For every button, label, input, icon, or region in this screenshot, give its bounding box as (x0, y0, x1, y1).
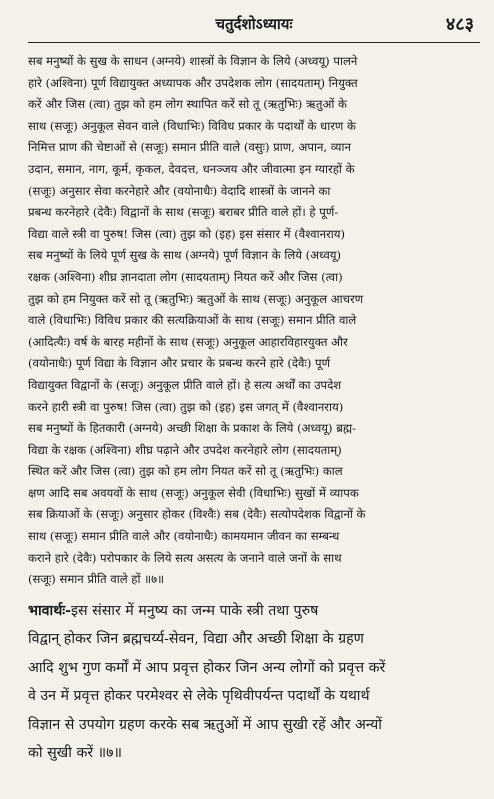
text-line: प्रबन्ध करनेहारे (देवैः) विद्वानों के साथ (सजूः) बराबर प्रीति वाले हों। हे पूर्ण- (28, 205, 339, 220)
text-line: निमित्त प्राण की चेष्टाओं से (सजूः) समान प्रीति वाले (वसुः) प्राण, अपान, व्यान (28, 140, 351, 155)
page-header (28, 8, 480, 43)
text-line: साथ (सजूः) अनुकूल सेवन वाले (विधाभिः) विविध प्रकार के पदार्थों के धारण के (28, 118, 356, 133)
text-line: स्थित करें और जिस (त्वा) तुझ को हम लोग नियत करें सो तू (ऋतुभिः) काल (28, 464, 343, 479)
bhavarth-line: को सुखी करें ॥७॥ (28, 745, 123, 762)
bhavarth-line: आदि शुभ गुण कर्मों में आप प्रवृत्त होकर जिन अन्य लोगों को प्रवृत्त करें (28, 659, 386, 676)
text-line: (सजूः) समान प्रीति वाले हों ॥७॥ (28, 572, 165, 587)
text-line: साथ (सजूः) समान प्रीति वाले और (वयोनाधैः) कामयमान जीवन का सम्बन्ध (28, 529, 340, 544)
text-line: करें और जिस (त्वा) तुझ को हम लोग स्थापित करें सो तू (ऋतुभिः) ऋतुओं के (28, 97, 347, 112)
bhavarth-label: भावार्थः- (28, 602, 72, 619)
text-line: (आदित्यैः) वर्ष के बारह महीनों के साथ (सजूः) अनुकूल आहारविहारयुक्त और (28, 334, 348, 349)
page-number: ४८३ (445, 14, 474, 35)
commentary-text (28, 51, 480, 591)
bhavarth-line: विद्वान् होकर जिन ब्रह्मचर्य्य-सेवन, विद्या और अच्छी शिक्षा के ग्रहण (28, 631, 364, 648)
text-line: उदान, समान, नाग, कूर्म, कृकल, देवदत्त, धनञ्जय और जीवात्मा इन ग्यारहों के (28, 161, 355, 176)
bhavarth-line: विज्ञान से उपयोग ग्रहण करके सब ऋतुओं में आप सुखी रहें और अन्यों (28, 716, 382, 733)
text-line: क्षण आदि सब अवयवों के साथ (सजूः) अनुकूल सेवी (विधाभिः) सुखों में व्यापक (28, 485, 359, 500)
chapter-title: चतुर्दशोऽध्यायः (215, 15, 293, 33)
bhavarth-text: इस संसार में मनुष्य का जन्म पाके स्त्री तथा पुरुष (71, 602, 319, 619)
text-line: विद्यायुक्त विद्वानों के (सजूः) अनुकूल प्रीति वाले हों। हे सत्य अर्थों का उपदेश (28, 377, 342, 392)
text-line: सब मनुष्यों के लिये पूर्ण सुख के साथ (अग्नये) पूर्ण विज्ञान के लिये (अध्वयू) (28, 248, 342, 263)
text-line: विद्या वाले स्त्री वा पुरुष! जिस (त्वा) तुझ को (इह) इस संसार में (वैश्वानराय) (28, 226, 346, 241)
text-line: विद्या के रक्षक (अश्विना) शीघ्र पढ़ाने और उपदेश करनेहारे लोग (सादयताम्) (28, 442, 342, 457)
text-line: करने हारी स्त्री वा पुरुष! जिस (त्वा) तुझ को (इह) इस जगत् में (वैश्वानराय) (28, 399, 344, 414)
bhavarth-first-line (28, 597, 480, 626)
text-line: कराने हारे (देवैः) परोपकार के लिये सत्य असत्य के जनाने वाले जनों के साथ (28, 550, 342, 565)
text-line: (वयोनाधैः) पूर्ण विद्या के विज्ञान और प्रचार के प्रबन्ध करने हारे (देवैः) पूर्ण (28, 356, 331, 371)
text-line: वाले (विधाभिः) विविध प्रकार की सत्यक्रियाओं के साथ (सजूः) समान प्रीति वाले (28, 313, 357, 328)
text-line: सब मनुष्यों के सुख के साधन (अग्नये) शास्त्रों के विज्ञान के लिये (अध्वयू) पालने (28, 54, 358, 68)
text-line: तुझ को हम नियुक्त करें सो तू (ऋतुभिः) ऋतुओं के साथ (सजूः) अनुकूल आचरण (28, 291, 364, 306)
text-line: सब क्रियाओं के (सजूः) अनुसार होकर (विश्वैः) सब (देवैः) सत्योपदेशक विद्वानों के (28, 507, 366, 522)
text-line: रक्षक (अश्विना) शीघ्र ज्ञानदाता लोग (सादयताम्) नियत करें और जिस (त्वा) (28, 269, 343, 284)
text-line: सब मनुष्यों के हितकारी (अग्नये) अच्छी शिक्षा के प्रकाश के लिये (अध्वयू) ब्रह्म- (28, 421, 357, 436)
text-line: हारे (अश्विना) पूर्ण विद्यायुक्त अध्यापक और उपदेशक लोग (सादयताम्) नियुक्त (28, 75, 358, 90)
text-line: (सजूः) अनुसार सेवा करनेहारे और (वयोनाधैः) वेदादि शास्त्रों के जानने का (28, 183, 331, 198)
bhavarth-section (28, 597, 480, 768)
bhavarth-line: वे उन में प्रवृत्त होकर परमेश्वर से लेके पृथिवीपर्यन्त पदार्थों के यथार्थ (28, 688, 370, 705)
